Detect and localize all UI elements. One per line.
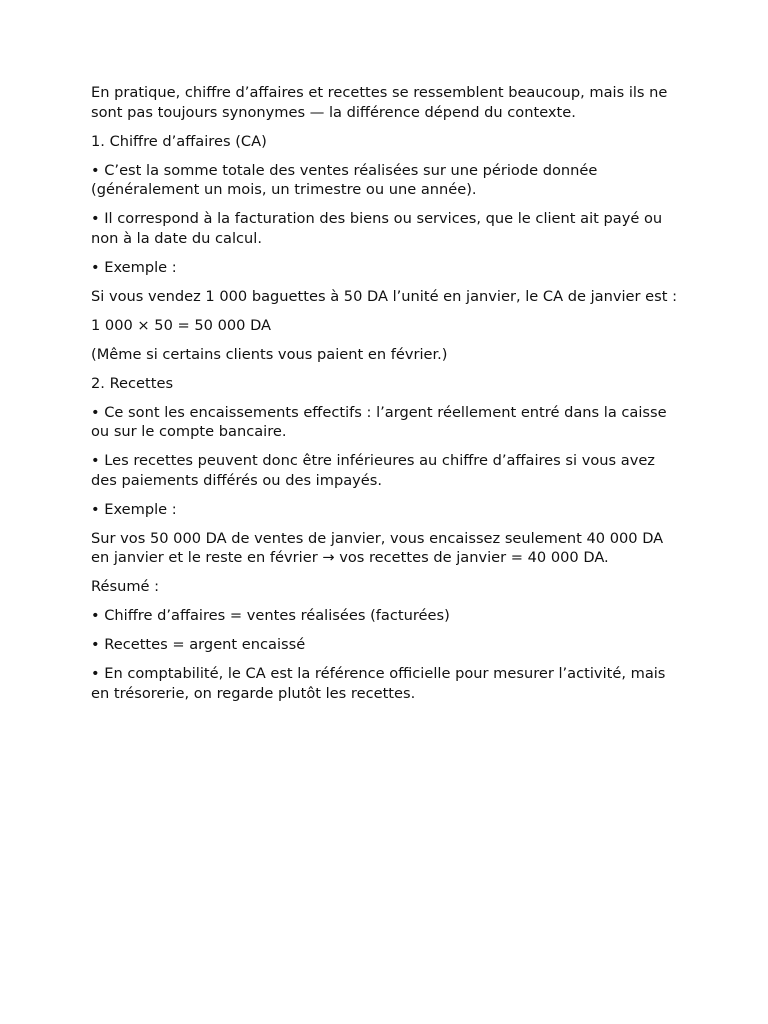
- bullet-ca-exemple: • Exemple :: [91, 258, 177, 276]
- section-heading-recettes: 2. Recettes: [91, 374, 174, 392]
- bullet-ca-facturation: • Il correspond à la facturation des biens ou services, que le client ait payé ou non à la date du calcul.: [91, 210, 663, 247]
- bullet-ca-definition: • C’est la somme totale des ventes réalisées sur une période donnée (généralement un mois, un trimestre ou une année).: [91, 161, 598, 198]
- summary-heading: Résumé :: [91, 578, 160, 595]
- summary-bullet-comptabilite: • En comptabilité, le CA est la référence officielle pour mesurer l’activité, mais en trésorerie, on regarde plutôt les recettes.: [91, 665, 666, 702]
- bullet-recettes-exemple: • Exemple :: [91, 500, 177, 518]
- ca-example-calculation: 1 000 × 50 = 50 000 DA: [91, 316, 272, 334]
- ca-example-note: (Même si certains clients vous paient en février.): [91, 345, 448, 363]
- bullet-recettes-definition: • Ce sont les encaissements effectifs : l’argent réellement entré dans la caisse ou sur le compte bancaire.: [91, 403, 667, 440]
- intro-paragraph: En pratique, chiffre d’affaires et recettes se ressemblent beaucoup, mais ils ne sont pas toujours synonymes — la différence dépend du contexte.: [91, 84, 668, 121]
- recettes-example-text: Sur vos 50 000 DA de ventes de janvier, vous encaissez seulement 40 000 DA en janvier et le reste en février → vos recettes de janvier = 40 000 DA.: [91, 529, 664, 566]
- ca-example-text: Si vous vendez 1 000 baguettes à 50 DA l’unité en janvier, le CA de janvier est :: [91, 287, 678, 305]
- section-heading-chiffre-affaires: 1. Chiffre d’affaires (CA): [91, 132, 267, 150]
- summary-bullet-recettes: • Recettes = argent encaissé: [91, 636, 306, 653]
- document-page: [91, 83, 683, 713]
- bullet-recettes-inferieures: • Les recettes peuvent donc être inférieures au chiffre d’affaires si vous avez des paiements différés ou des impayés.: [91, 452, 655, 489]
- summary-bullet-ca: • Chiffre d’affaires = ventes réalisées (facturées): [91, 607, 450, 624]
